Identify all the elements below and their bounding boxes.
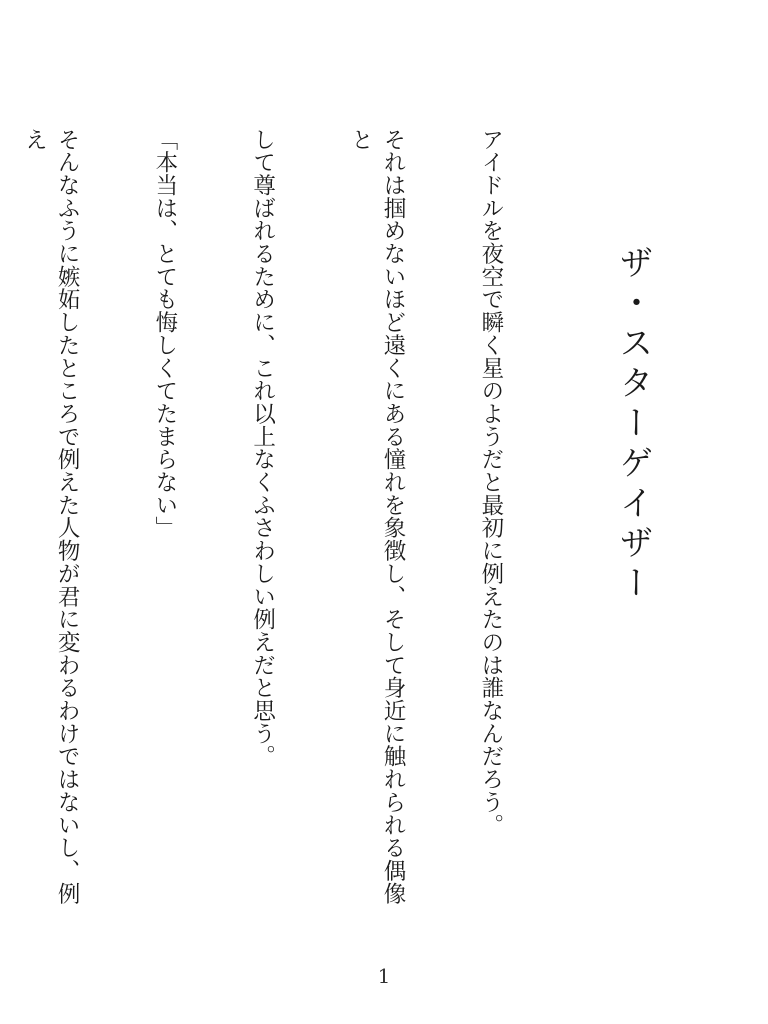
body-text [0, 128, 572, 908]
text-line: そんなふうに嫉妬したところで例えた人物が君に変わるわけではないし、例え [21, 128, 81, 905]
text-line: 「本当は、とても悔しくてたまらない」 [151, 128, 178, 540]
page-title: ザ・スターゲイザー [613, 245, 653, 605]
text-line: それは掴めないほど遠くにある憧れを象徴し、そして身近に触れられる偶像と [347, 128, 407, 905]
text-line: アイドルを夜空で瞬く星のようだと最初に例えたのは誰なんだろう。 [477, 128, 504, 837]
page-number: 1 [377, 964, 391, 988]
text-line: して尊ばれるために、これ以上なくふさわしい例えだと思う。 [249, 128, 276, 768]
